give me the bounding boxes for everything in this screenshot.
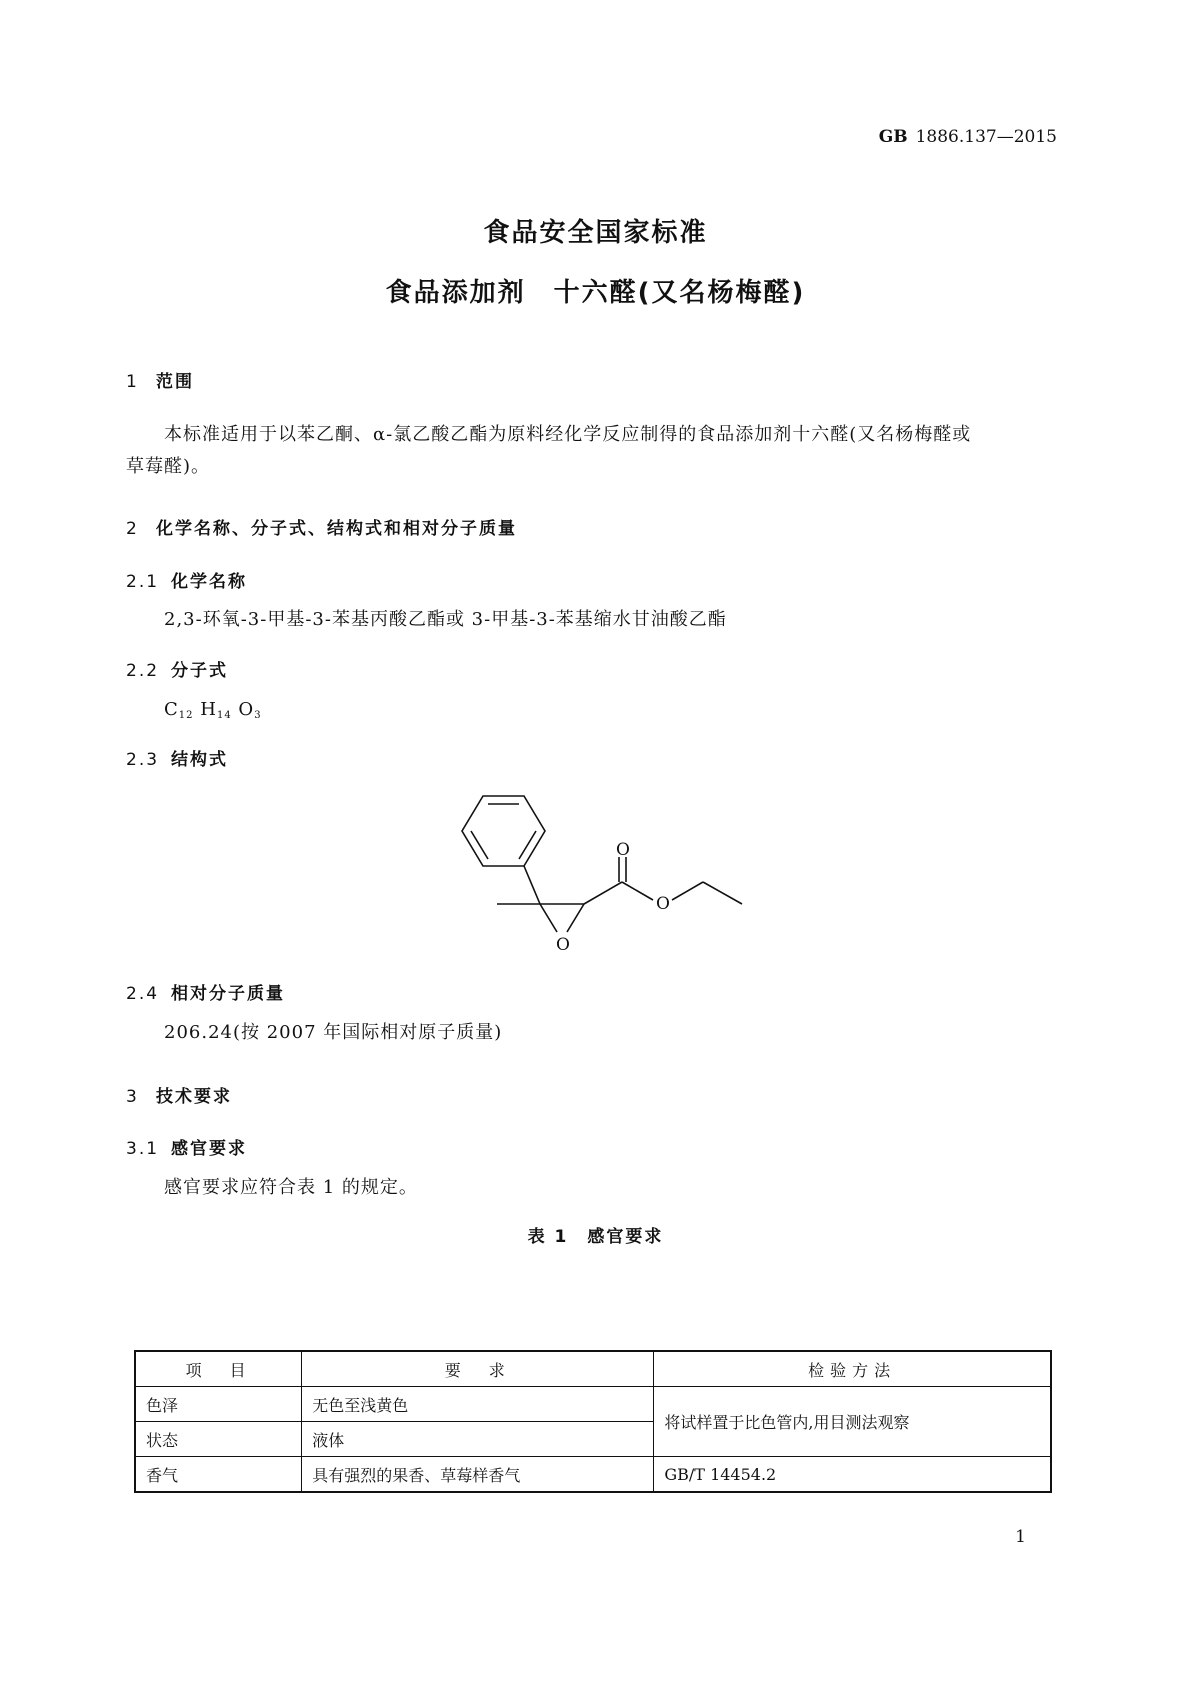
section-2-1-title: 化学名称 xyxy=(171,572,247,592)
section-3-number: 3 xyxy=(126,1087,139,1107)
ester-oxygen-label: O xyxy=(656,894,670,914)
section-2-3-number: 2.3 xyxy=(126,750,160,770)
carbonyl-oxygen-label: O xyxy=(616,840,630,860)
formula-carbon: C xyxy=(164,699,179,720)
chemical-name-text: 2,3-环氧-3-甲基-3-苯基丙酸乙酯或 3-甲基-3-苯基缩水甘油酸乙酯 xyxy=(164,609,727,630)
epoxide-oxygen-label: O xyxy=(556,935,570,955)
molecular-mass-text: 206.24(按 2007 年国际相对原子质量) xyxy=(164,1022,503,1043)
row-method-merged: 将试样置于比色管内,用目测法观察 xyxy=(654,1387,1051,1457)
header-method: 检验方法 xyxy=(654,1351,1051,1387)
formula-hydrogen: H xyxy=(200,699,217,720)
section-2-3-title: 结构式 xyxy=(171,750,228,770)
phenyl-bond xyxy=(524,866,540,904)
page-number: 1 xyxy=(1015,1527,1026,1547)
formula-carbon-count: 12 xyxy=(178,710,194,721)
document-title: 食品安全国家标准 xyxy=(483,218,708,248)
table-header-row xyxy=(135,1351,1051,1387)
benzene-ring xyxy=(462,796,545,866)
section-1-text-line2: 草莓醛)。 xyxy=(126,456,211,477)
formula-oxygen-count: 3 xyxy=(254,710,262,721)
table-1-caption: 表 1 感官要求 xyxy=(527,1227,664,1247)
sensory-requirement-text: 感官要求应符合表 1 的规定。 xyxy=(164,1177,418,1198)
ester-oxygen-bond xyxy=(622,882,653,900)
section-3-title: 技术要求 xyxy=(156,1087,232,1107)
section-2-2-title: 分子式 xyxy=(171,661,228,681)
epoxide-co-bond-right xyxy=(567,904,584,932)
ethyl-bond-1 xyxy=(672,882,703,900)
row-item-color: 色泽 xyxy=(135,1387,302,1422)
document-subtitle: 食品添加剂 十六醛(又名杨梅醛) xyxy=(385,278,806,308)
section-2-4-number: 2.4 xyxy=(126,984,160,1004)
benzene-double-bond-3 xyxy=(471,831,488,859)
section-2-4-title: 相对分子质量 xyxy=(171,984,285,1004)
row-item-aroma: 香气 xyxy=(135,1457,302,1493)
table-row xyxy=(135,1457,1051,1493)
table-row xyxy=(135,1387,1051,1422)
epoxide-co-bond-left xyxy=(540,904,557,932)
sensory-requirements-table xyxy=(134,1350,1052,1493)
section-2-2-number: 2.2 xyxy=(126,661,160,681)
section-3-1-number: 3.1 xyxy=(126,1139,160,1159)
row-method-aroma: GB/T 14454.2 xyxy=(654,1457,1051,1493)
header-item: 项 目 xyxy=(135,1351,302,1387)
section-3-1-heading xyxy=(126,1134,247,1159)
standard-number: 1886.137—2015 xyxy=(915,127,1057,147)
header-requirement: 要 求 xyxy=(302,1351,654,1387)
ethyl-bond-2 xyxy=(703,882,742,904)
row-requirement-state: 液体 xyxy=(302,1422,654,1457)
section-2-4-heading xyxy=(126,979,285,1004)
row-item-state: 状态 xyxy=(135,1422,302,1457)
section-3-1-title: 感官要求 xyxy=(171,1139,247,1159)
benzene-double-bond-2 xyxy=(519,831,536,859)
section-1-text-line1: 本标准适用于以苯乙酮、α-氯乙酸乙酯为原料经化学反应制得的食品添加剂十六醛(又名杨梅醛或 xyxy=(164,424,972,445)
row-requirement-aroma: 具有强烈的果香、草莓样香气 xyxy=(302,1457,654,1493)
row-requirement-color: 无色至浅黄色 xyxy=(302,1387,654,1422)
formula-hydrogen-count: 14 xyxy=(216,710,232,721)
section-2-1-number: 2.1 xyxy=(126,572,160,592)
section-3-heading xyxy=(126,1082,232,1107)
section-1-number: 1 xyxy=(126,372,139,392)
formula-oxygen: O xyxy=(238,699,255,720)
standard-prefix: GB xyxy=(878,127,908,147)
section-1-title: 范围 xyxy=(156,372,194,392)
carboxyl-bond xyxy=(584,882,622,904)
section-2-number: 2 xyxy=(126,519,139,539)
section-2-title: 化学名称、分子式、结构式和相对分子质量 xyxy=(156,519,517,539)
